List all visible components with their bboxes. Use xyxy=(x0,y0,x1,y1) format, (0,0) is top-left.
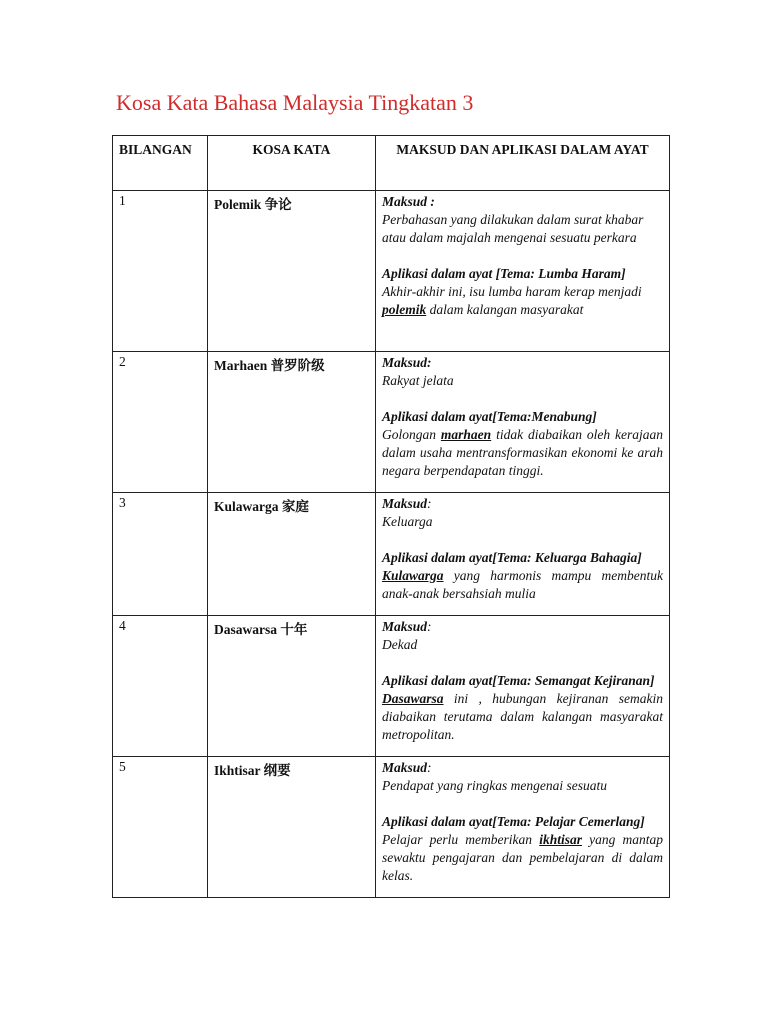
meaning-text: Pendapat yang ringkas mengenai sesuatu xyxy=(382,778,607,793)
sentence-end: ini , hubungan kejiranan semakin diabaikan terutama dalam kalangan masyarakat metropolitan. xyxy=(382,691,663,742)
row-number: 5 xyxy=(113,757,208,898)
row-number: 3 xyxy=(113,493,208,616)
table-row xyxy=(113,352,670,493)
sentence-start: Akhir-akhir ini, isu lumba haram kerap menjadi xyxy=(382,284,642,299)
table-header-row xyxy=(113,136,670,191)
meaning-text: Rakyat jelata xyxy=(382,373,454,388)
meaning-cell xyxy=(376,352,670,493)
highlighted-word: marhaen xyxy=(440,427,492,442)
vocab-word: Dasawarsa 十年 xyxy=(208,616,376,757)
vocabulary-table xyxy=(112,135,670,898)
header-maksud: MAKSUD DAN APLIKASI DALAM AYAT xyxy=(376,136,670,191)
application-label: Aplikasi dalam ayat[Tema:Menabung] xyxy=(382,409,597,424)
vocab-word: Ikhtisar 纲要 xyxy=(208,757,376,898)
application-label: Aplikasi dalam ayat[Tema: Semangat Kejiranan] xyxy=(382,673,655,688)
meaning-label-line xyxy=(382,618,663,636)
application-sentence xyxy=(382,690,663,744)
meaning-label: Maksud xyxy=(382,496,428,511)
vocab-word: Polemik 争论 xyxy=(208,191,376,352)
application-sentence xyxy=(382,426,663,480)
meaning-cell xyxy=(376,757,670,898)
vocab-word: Marhaen 普罗阶级 xyxy=(208,352,376,493)
vocab-word: Kulawarga 家庭 xyxy=(208,493,376,616)
meaning-colon: : xyxy=(427,619,432,634)
sentence-end: dalam kalangan masyarakat xyxy=(429,302,584,317)
table-row xyxy=(113,757,670,898)
application-sentence xyxy=(382,567,663,603)
meaning-text: Keluarga xyxy=(382,514,433,529)
meaning-cell xyxy=(376,493,670,616)
row-number: 2 xyxy=(113,352,208,493)
sentence-end: tidak diabaikan oleh kerajaan dalam usaha mentransformasikan ekonomi ke arah negara berpendapatan tinggi. xyxy=(382,427,664,478)
application-sentence xyxy=(382,831,663,885)
meaning-label-line xyxy=(382,759,663,777)
meaning-colon: : xyxy=(427,760,432,775)
meaning-label: Maksud : xyxy=(382,194,435,209)
table-row xyxy=(113,493,670,616)
application-label: Aplikasi dalam ayat[Tema: Keluarga Bahagia] xyxy=(382,550,642,565)
meaning-label: Maksud xyxy=(382,760,428,775)
highlighted-word: Kulawarga xyxy=(382,568,444,583)
application-label: Aplikasi dalam ayat [Tema: Lumba Haram] xyxy=(382,266,626,281)
meaning-colon: : xyxy=(427,496,432,511)
highlighted-word: Dasawarsa xyxy=(382,691,444,706)
meaning-text: Perbahasan yang dilakukan dalam surat khabar atau dalam majalah mengenai sesuatu perkara xyxy=(382,212,644,245)
row-number: 4 xyxy=(113,616,208,757)
application-sentence xyxy=(382,283,663,319)
table-row xyxy=(113,616,670,757)
meaning-cell xyxy=(376,191,670,352)
highlighted-word: ikhtisar xyxy=(539,832,582,847)
page-title: Kosa Kata Bahasa Malaysia Tingkatan 3 xyxy=(116,90,474,115)
sentence-start: Pelajar perlu memberikan xyxy=(382,832,533,847)
meaning-label: Maksud xyxy=(382,619,428,634)
table-row xyxy=(113,191,670,352)
sentence-end: yang mantap sewaktu pengajaran dan pembelajaran di dalam kelas. xyxy=(382,832,664,883)
header-bilangan: BILANGAN xyxy=(113,136,208,191)
application-label: Aplikasi dalam ayat[Tema: Pelajar Cemerlang] xyxy=(382,814,645,829)
sentence-start: Golongan xyxy=(382,427,436,442)
meaning-cell xyxy=(376,616,670,757)
meaning-label-line xyxy=(382,495,663,513)
header-kosa-kata: KOSA KATA xyxy=(208,136,376,191)
sentence-end: yang harmonis mampu membentuk anak-anak bersahsiah mulia xyxy=(382,568,663,601)
row-number: 1 xyxy=(113,191,208,352)
meaning-text: Dekad xyxy=(382,637,418,652)
highlighted-word: polemik xyxy=(382,302,427,317)
meaning-label: Maksud: xyxy=(382,355,432,370)
